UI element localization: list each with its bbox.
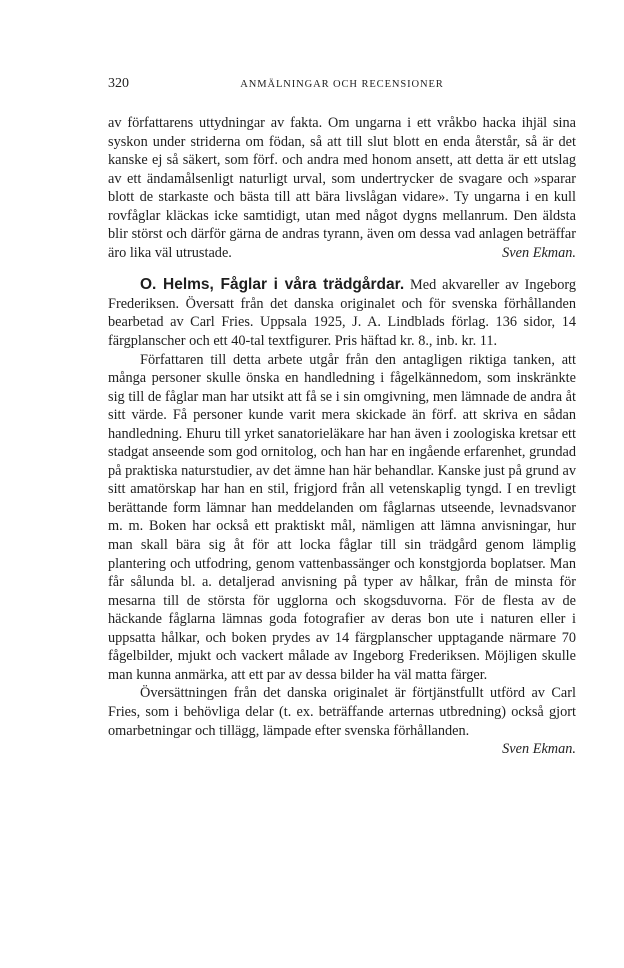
review-citation: Med akvareller av Ingeborg Frederiksen. Översatt från det danska originalet och för svenska förhållanden bearbetad av Carl Fries. Uppsala 1925, J. A. Lindblads förlag. 136 sidor, 14 färgplanscher och ett 40-tal textfigurer. Pris häftad kr. 8., inb. kr. 11. xyxy=(108,277,576,350)
review-citation-paragraph xyxy=(108,276,576,350)
review-paragraph-1: Författaren till detta arbete utgår från den antagligen riktiga tanken, att många personer skulle önska en handledning i fågelkännedom, som inskränkte sig till de fåglar man har utsikt att få se i sin omgivning, men lämnade de andra åt sitt värde. Få personer kunde varit mera skickade än förf. att skriva en sådan handledning. Ehuru till yrket sanatorieläkare har han även i zoologiska kretsar ett stadgat anseende som god ornitolog, och han har en ingående erfarenhet, grundad på praktiska naturstudier, av det ämne han här behandlar. Kanske just på grund av sitt amatörskap har han en stil, frigjord från all vetenskaplig tyngd. I en trevligt berättande form lämnar han meddelanden om fåglarnas utseende, levnadsvanor m. m. Boken har också ett praktiskt mål, nämligen att lämna anvisningar, hur man skall bära sig åt för att locka fåglar till sin trädgård genom lämplig plantering och utfodring, genom vattenbassänger och konstgjorda boplatser. Man får sålunda bl. a. detaljerad anvisning på typer av hålkar, från de minsta för mesarna till de största för ugglorna och skogsduvorna. För de flesta av de häckande fåglarna lämnas goda fotografier av deras bon ute i naturen eller i uppsatta hålkar, och boken prydes av 14 färgplanscher upptagande närmare 70 fågelbilder, mjukt och vackert målade av Ingeborg Frederiksen. Möjligen skulle man kunna anmärka, att ett par av dessa bilder ha väl matta färger. xyxy=(108,351,576,683)
review-heading: O. Helms, Fåglar i våra trädgårdar. xyxy=(140,276,405,294)
review-signature: Sven Ekman. xyxy=(502,741,576,758)
page-header xyxy=(108,76,576,100)
document-page xyxy=(108,76,576,759)
previous-review-signature: Sven Ekman. xyxy=(502,244,576,261)
review-paragraph-2-text: Översättningen från det danska originalet är förtjänstfullt utförd av Carl Fries, som i behövliga delar (t. ex. beträffande arternas utbredning) också gjort omarbetningar och tillägg, lämpade efter svenska förhållanden. xyxy=(108,685,576,739)
article-body xyxy=(108,114,576,759)
running-head: ANMÄLNINGAR OCH RECENSIONER xyxy=(240,79,444,90)
page-number: 320 xyxy=(108,76,129,91)
previous-review-ending xyxy=(108,114,576,262)
review-paragraph-2 xyxy=(108,684,576,758)
previous-review-text: av författarens uttydningar av fakta. Om ungarna i ett vråkbo hacka ihjäl sina syskon under striderna om födan, så att till slut blott en enda återstår, så är det kanske ej så säkert, som förf. och andra med honom ansett, att detta är ett utslag av ett ändamålsenligt naturligt urval, som undertrycker de svagare och »sparar blott de starkaste och bästa till att bära livslågan vidare». Ty ungarna i en kull rovfåglar kläckas icke samtidigt, utan med något dygns mellanrum. Den äldsta blir störst och därför gärna de andras tyrann, även om dessa vad anlagen beträffar äro lika väl utrustade. xyxy=(108,115,576,261)
